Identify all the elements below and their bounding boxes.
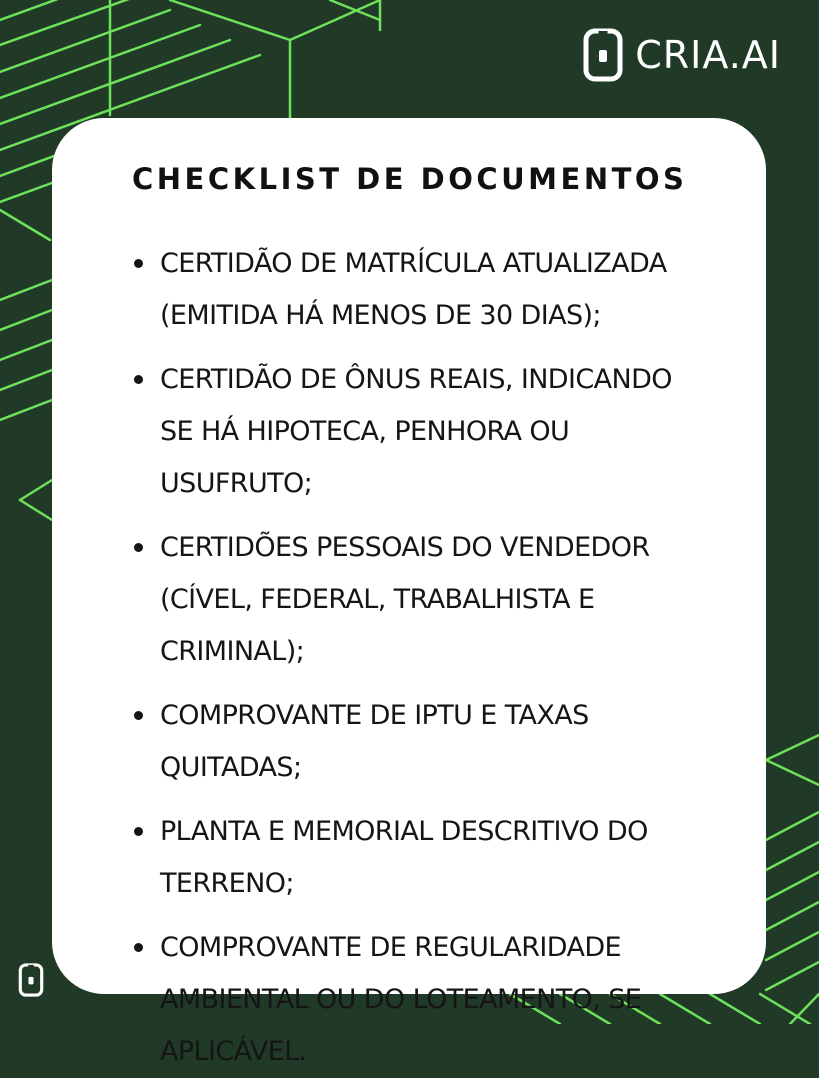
checklist-card [52, 118, 766, 1067]
list-item [132, 690, 706, 794]
bullet-icon [134, 259, 143, 268]
list-item-text: CERTIDÃO DE MATRÍCULA ATUALIZADA (EMITIDA HÁ MENOS DE 30 DIAS); [160, 248, 667, 331]
list-item-text: COMPROVANTE DE IPTU E TAXAS QUITADAS; [160, 700, 589, 783]
bullet-icon [134, 543, 143, 552]
cria-logo-icon [583, 28, 623, 82]
cria-logo-icon [18, 963, 44, 997]
bullet-icon [134, 827, 143, 836]
list-item-text: CERTIDÃO DE ÔNUS REAIS, INDICANDO SE HÁ HIPOTECA, PENHORA OU USUFRUTO; [160, 364, 672, 499]
bullet-icon [134, 711, 143, 720]
corner-logo [18, 963, 44, 1002]
card-title: CHECKLIST DE DOCUMENTOS [132, 162, 688, 196]
checklist [132, 238, 706, 1078]
list-item [132, 354, 706, 510]
list-item [132, 806, 706, 910]
list-item [132, 238, 706, 342]
brand-header [583, 28, 781, 82]
list-item-text: COMPROVANTE DE REGULARIDADE AMBIENTAL OU DO LOTEAMENTO, SE APLICÁVEL. [160, 932, 642, 1067]
list-item [132, 522, 706, 678]
list-item-text: PLANTA E MEMORIAL DESCRITIVO DO TERRENO; [160, 816, 648, 899]
bullet-icon [134, 375, 143, 384]
brand-name: CRIA.AI [635, 33, 781, 77]
bullet-icon [134, 943, 143, 952]
list-item [132, 922, 706, 1078]
list-item-text: CERTIDÕES PESSOAIS DO VENDEDOR (CÍVEL, FEDERAL, TRABALHISTA E CRIMINAL); [160, 532, 650, 667]
